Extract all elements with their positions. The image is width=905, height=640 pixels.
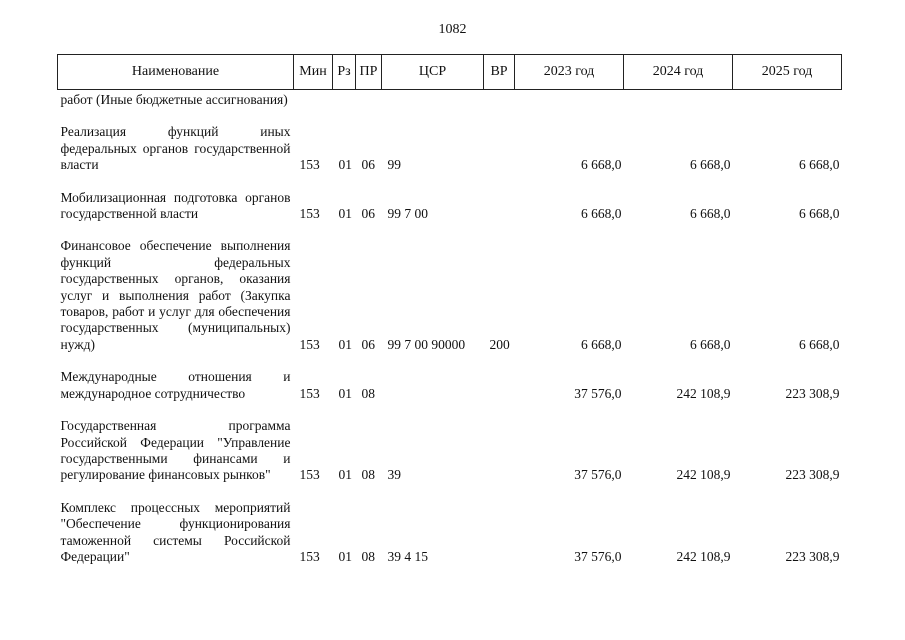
row-vr (484, 111, 515, 176)
row-2023: 6 668,0 (581, 206, 622, 222)
table-row (58, 225, 842, 356)
row-csr (382, 90, 484, 112)
header-pr: ПР (356, 55, 382, 90)
row-rz: 01 (338, 385, 352, 401)
row-2023: 6 668,0 (581, 157, 622, 173)
row-csr: 39 4 15 (387, 548, 428, 564)
row-name: Мобилизационная подготовка органов государственной власти (60, 189, 291, 222)
row-csr: 99 7 00 (387, 206, 428, 222)
header-vr: ВР (484, 55, 515, 90)
row-2023: 37 576,0 (574, 548, 622, 564)
row-csr: 99 7 00 90000 (387, 336, 466, 352)
row-min: 153 (299, 467, 320, 483)
row-2023 (515, 90, 624, 112)
row-vr (484, 487, 515, 569)
header-2025: 2025 год (733, 55, 842, 90)
row-pr: 06 (361, 206, 375, 222)
budget-table (57, 54, 842, 568)
row-2025: 223 308,9 (785, 548, 840, 564)
row-2024 (624, 90, 733, 112)
row-min: 153 (299, 336, 320, 352)
row-rz: 01 (338, 548, 352, 564)
page-number: 1082 (438, 22, 467, 37)
row-pr: 08 (361, 548, 375, 564)
row-rz (333, 90, 356, 112)
row-2023: 6 668,0 (581, 336, 622, 352)
row-2025: 6 668,0 (799, 157, 840, 173)
row-pr: 08 (361, 385, 375, 401)
row-pr (356, 90, 382, 112)
row-2025 (733, 90, 842, 112)
row-pr: 08 (361, 467, 375, 483)
row-2025: 223 308,9 (785, 467, 840, 483)
table-row (58, 90, 842, 112)
row-2024: 242 108,9 (676, 467, 731, 483)
row-vr: 200 (489, 336, 510, 352)
row-name: Реализация функций иных федеральных органов государственной власти (60, 124, 291, 173)
row-2024: 6 668,0 (690, 157, 731, 173)
header-rz: Рз (333, 55, 356, 90)
table-row (58, 356, 842, 405)
row-rz: 01 (338, 206, 352, 222)
table-row (58, 177, 842, 226)
row-min: 153 (299, 385, 320, 401)
row-vr (484, 177, 515, 226)
row-name: Комплекс процессных мероприятий "Обеспечение функционирования таможенной системы Российской Федерации" (60, 499, 291, 564)
row-pr: 06 (361, 336, 375, 352)
row-min: 153 (299, 206, 320, 222)
row-csr: 39 (387, 467, 401, 483)
header-2024: 2024 год (624, 55, 733, 90)
row-min: 153 (299, 548, 320, 564)
row-pr: 06 (361, 157, 375, 173)
row-2025: 6 668,0 (799, 336, 840, 352)
row-2024: 6 668,0 (690, 206, 731, 222)
row-vr (484, 90, 515, 112)
table-row (58, 487, 842, 569)
row-name: Международные отношения и международное сотрудничество (60, 369, 291, 401)
row-rz: 01 (338, 336, 352, 352)
row-name: Финансовое обеспечение выполнения функций федеральных государственных органов, оказания услуг и выполнения работ (Закупка товаров, работ и услуг для обеспечения государственных (муниципальных) нужд) (60, 238, 291, 352)
table-body (58, 90, 842, 569)
header-name: Наименование (58, 55, 294, 90)
row-rz: 01 (338, 467, 352, 483)
row-2024: 242 108,9 (676, 385, 731, 401)
row-csr (382, 356, 484, 405)
row-rz: 01 (338, 157, 352, 173)
row-vr (484, 405, 515, 487)
row-2025: 6 668,0 (799, 206, 840, 222)
row-2023: 37 576,0 (574, 467, 622, 483)
table-row (58, 111, 842, 176)
row-name: Государственная программа Российской Федерации "Управление государственными финансами и регулирование финансовых рынков" (60, 418, 291, 483)
table-row (58, 405, 842, 487)
row-2025: 223 308,9 (785, 385, 840, 401)
header-min: Мин (294, 55, 333, 90)
table-header (58, 55, 842, 90)
row-min (294, 90, 333, 112)
header-csr: ЦСР (382, 55, 484, 90)
row-min: 153 (299, 157, 320, 173)
row-csr: 99 (387, 157, 401, 173)
row-2024: 6 668,0 (690, 336, 731, 352)
row-name: работ (Иные бюджетные ассигнования) (60, 92, 288, 107)
row-vr (484, 356, 515, 405)
header-2023: 2023 год (515, 55, 624, 90)
row-2023: 37 576,0 (574, 385, 622, 401)
row-2024: 242 108,9 (676, 548, 731, 564)
